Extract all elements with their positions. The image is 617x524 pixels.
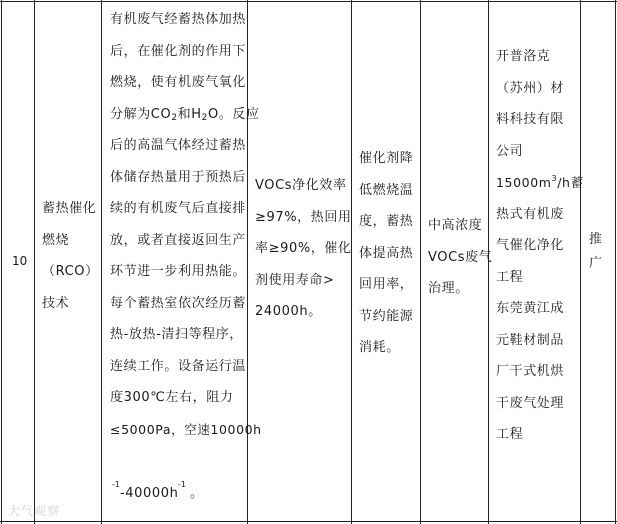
performance-line: 24000h。 <box>255 304 322 319</box>
features-line: 度，蓄热 <box>359 214 414 229</box>
examples-line: 热式有机废 <box>496 206 565 222</box>
examples-cell <box>496 41 584 451</box>
tech-name-line: 燃烧 <box>42 232 70 248</box>
principle-line: 燃烧，使有机废气氧化 <box>110 75 247 90</box>
examples-line: 东莞黄江成 <box>496 301 565 316</box>
examples-line <box>496 167 584 199</box>
examples-line: 公司 <box>496 143 524 159</box>
examples-line: 料科技有限 <box>496 112 565 127</box>
principle-line <box>110 99 262 131</box>
principle-line: 体储存热量用于预热后 <box>110 169 247 185</box>
co2-subscript: 2 <box>171 112 178 123</box>
o-reaction-text: O。反应 <box>207 106 260 122</box>
superscript-neg1: -1 <box>178 480 186 489</box>
examples-line: 干废气处理 <box>496 395 565 411</box>
tech-name-line: 技术 <box>42 295 70 311</box>
performance-line: ≥97%，热回用 <box>255 209 352 225</box>
col-divider <box>101 0 102 524</box>
tech-name-line: （RCO） <box>42 264 99 279</box>
features-line: 回用率， <box>359 277 414 292</box>
table-bottom-border <box>0 521 617 522</box>
capacity-text: 15000m <box>496 175 552 190</box>
performance-line: 剂使用寿命> <box>255 272 335 288</box>
status-line: 广 <box>589 256 603 271</box>
principle-last-line: -40000h <box>120 486 179 501</box>
examples-line: 元鞋材制品 <box>496 332 565 348</box>
tech-name-line: 蓄热催化 <box>42 201 97 216</box>
col-divider <box>34 0 35 524</box>
principle-line: 每个蓄热室依次经历蓄 <box>110 295 247 311</box>
examples-line: 工程 <box>496 427 524 442</box>
superscript-neg1: -1 <box>112 480 120 489</box>
col-divider <box>420 0 421 524</box>
performance-line: 率≥90%，催化 <box>255 241 352 256</box>
applicable-line: 中高浓度 <box>428 218 483 233</box>
status-line: 推 <box>589 232 603 247</box>
principle-line: 热-放热-清扫等程序， <box>110 327 243 342</box>
features-cell <box>359 143 413 364</box>
features-line: 低燃烧温 <box>359 182 414 198</box>
watermark-text: 大气观察 <box>8 504 61 518</box>
applicable-line: VOCs废气 <box>428 249 493 265</box>
principle-line: 环节进一步利用热能。 <box>110 264 247 279</box>
row-number: 10 <box>12 254 28 268</box>
applicable-line: 治理。 <box>428 281 469 296</box>
principle-line: 后，在催化剂的作用下 <box>110 43 247 59</box>
principle-line: 有机废气经蓄热体加热 <box>110 12 247 27</box>
features-line: 节约能源 <box>359 308 414 324</box>
applicable-cell <box>428 210 492 305</box>
features-line: 消耗。 <box>359 340 400 355</box>
examples-line: 工程 <box>496 269 524 285</box>
principle-line: ≤5000Pa，空速10000h <box>110 421 262 437</box>
h2o-subscript: 2 <box>201 112 208 123</box>
performance-cell <box>255 170 352 328</box>
principle-line: 连续工作。设备运行温 <box>110 358 247 374</box>
examples-line: 气催化净化 <box>496 238 565 253</box>
principle-line: 放，或者直接返回生产 <box>110 232 247 248</box>
examples-line: 厂干式机烘 <box>496 364 565 379</box>
principle-end-mark: 。 <box>190 486 204 501</box>
co2-text: 分解为CO <box>110 106 172 122</box>
col-divider <box>615 0 616 524</box>
m3-superscript: 3 <box>551 174 558 183</box>
features-line: 催化剂降 <box>359 151 414 166</box>
performance-line: VOCs净化效率 <box>255 178 347 193</box>
status-cell <box>589 228 603 276</box>
and-h-text: 和H <box>177 106 202 122</box>
principle-line: 度300℃左右，阻力 <box>110 390 234 405</box>
examples-line: 开普洛克 <box>496 49 551 64</box>
table-top-border <box>0 1 617 2</box>
principle-cell <box>110 4 262 445</box>
features-line: 体提高热 <box>359 245 414 261</box>
principle-line: 续的有机废气后直接排 <box>110 201 247 216</box>
per-h-text: /h蓄 <box>557 175 584 190</box>
col-divider <box>1 0 2 524</box>
examples-line: （苏州）材 <box>496 80 565 96</box>
tech-name-cell <box>42 193 99 319</box>
principle-line: 后的高温气体经过蓄热 <box>110 138 247 153</box>
